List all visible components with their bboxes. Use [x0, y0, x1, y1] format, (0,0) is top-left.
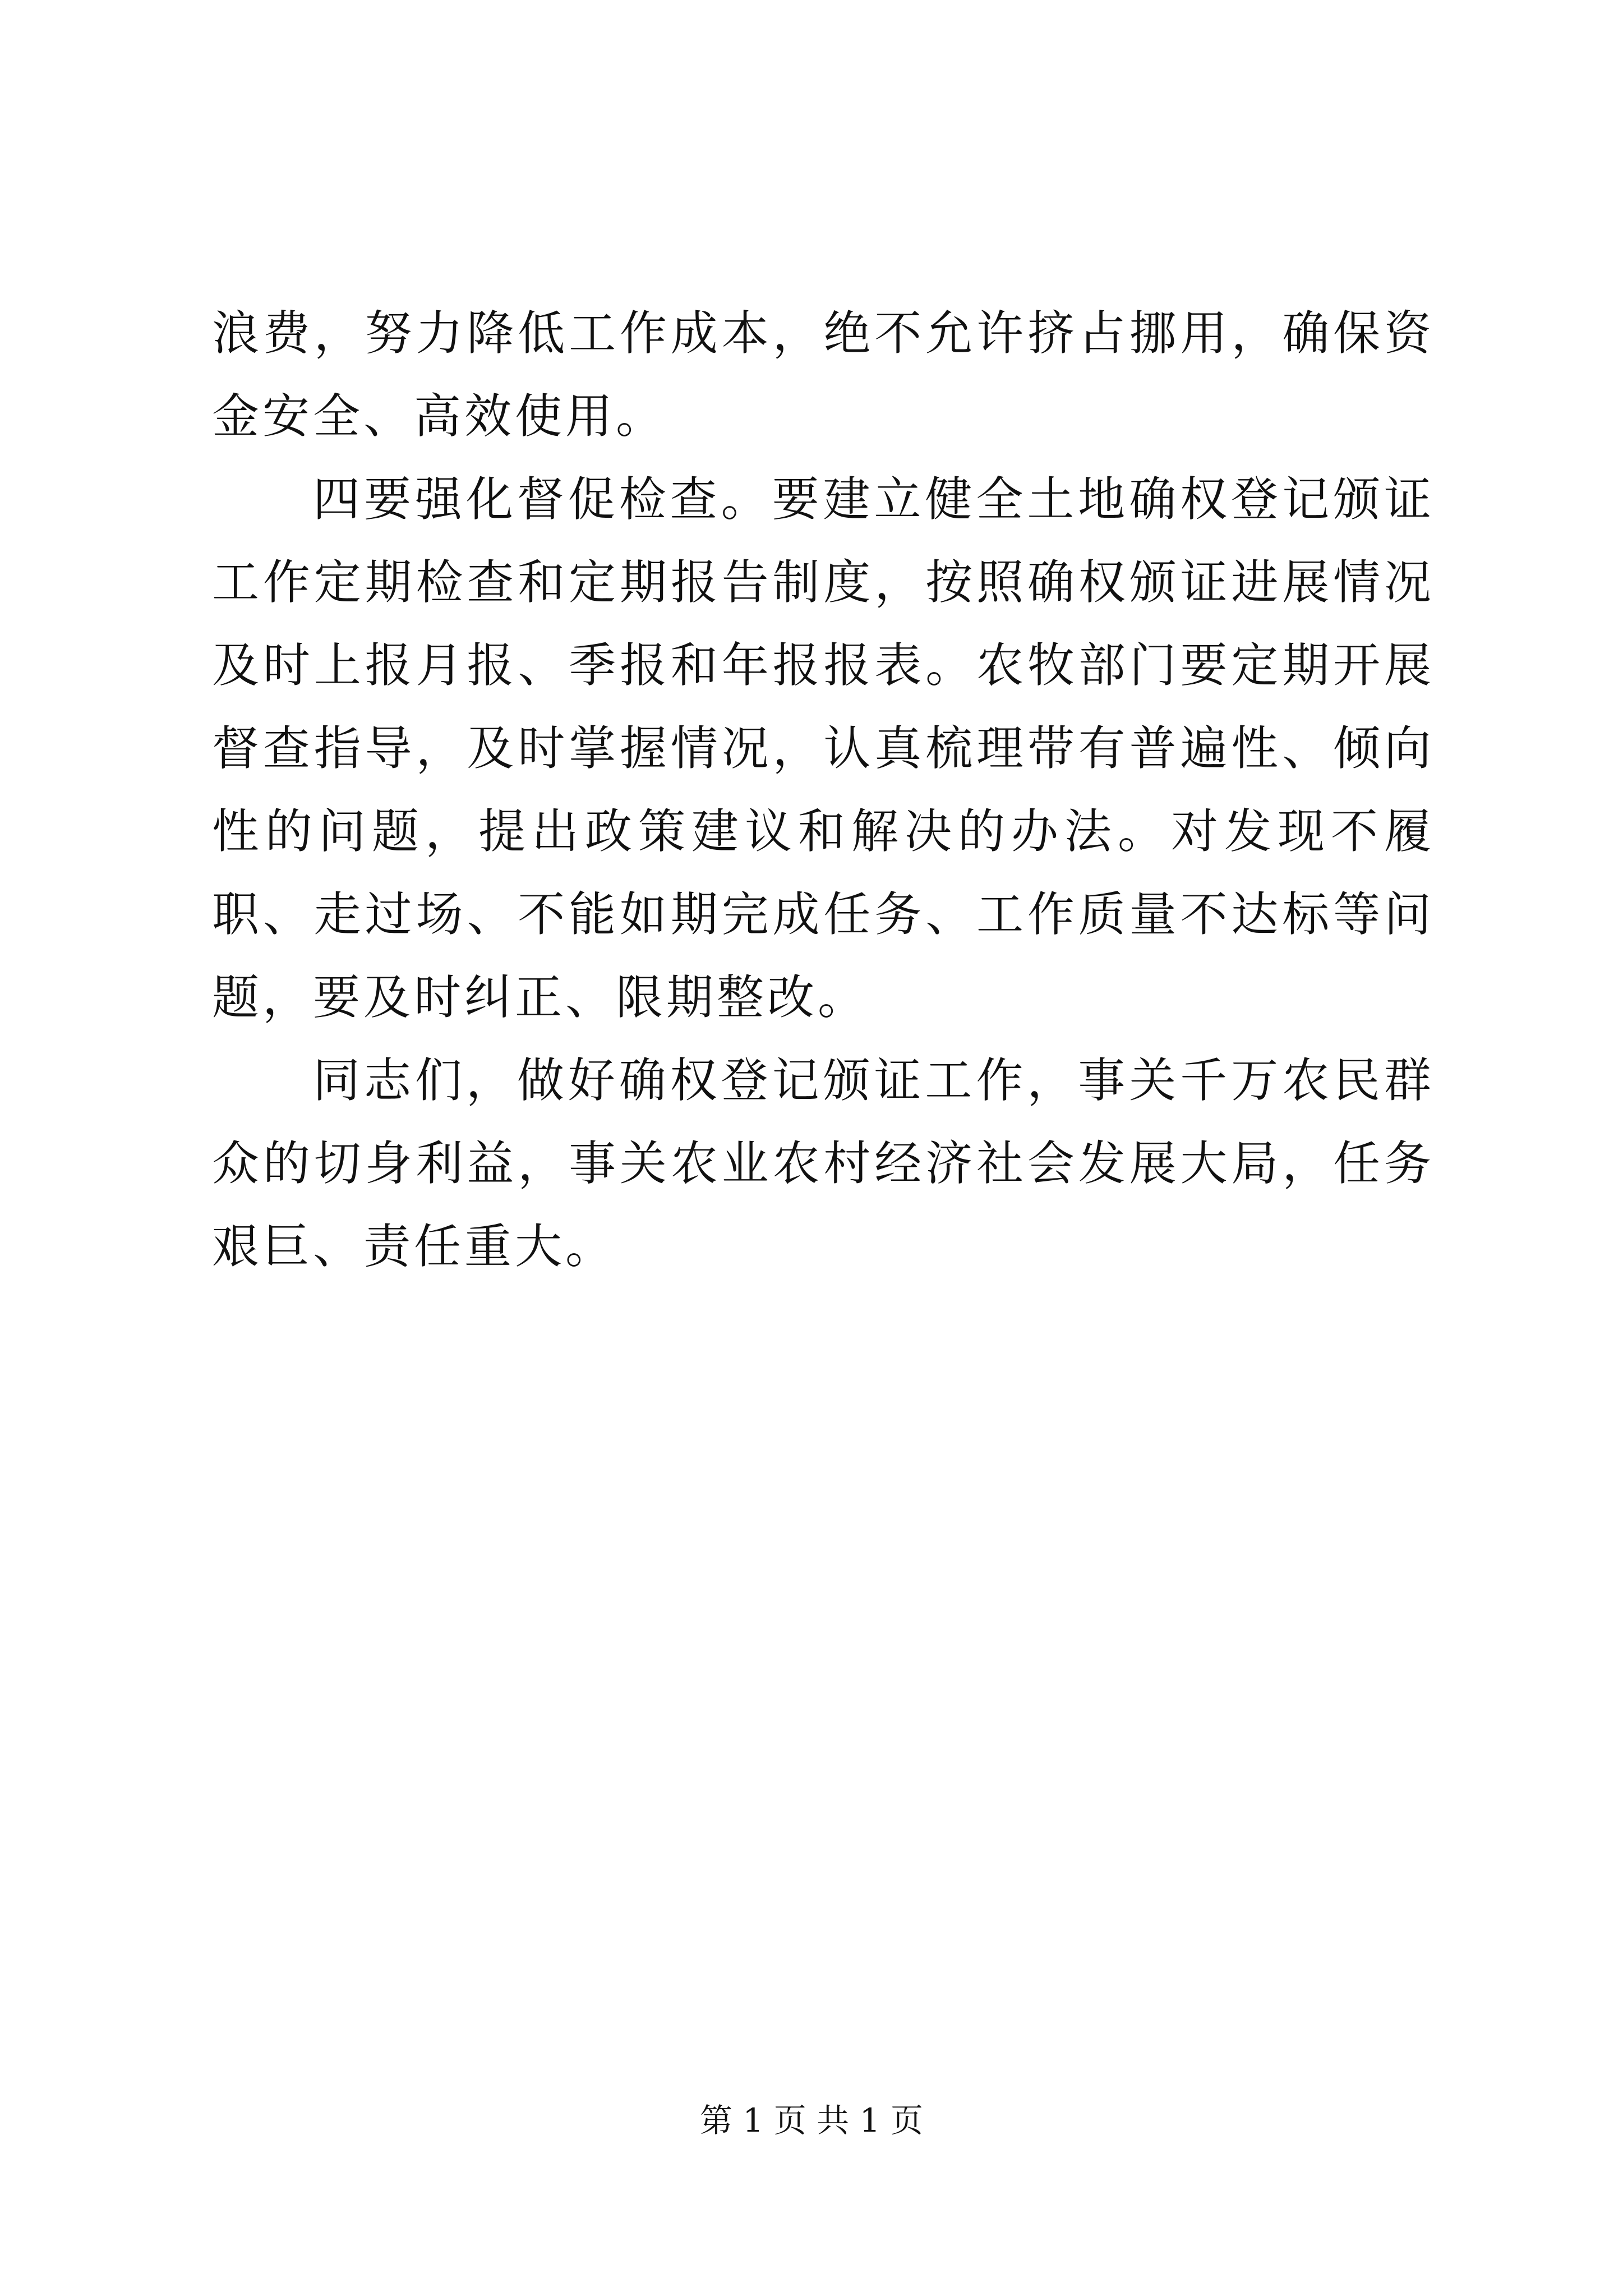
page-footer: 第 1 页 共 1 页 — [700, 2101, 923, 2139]
paragraph-continuation: 浪费，努力降低工作成本，绝不允许挤占挪用，确保资金安全、高效使用。 — [212, 306, 1435, 444]
paragraph-closing: 同志们，做好确权登记颁证工作，事关千万农民群众的切身利益，事关农业农村经济社会发展大局，任务艰巨、责任重大。 — [212, 1053, 1435, 1274]
paragraph-supervision: 四要强化督促检查。要建立健全土地确权登记颁证工作定期检查和定期报告制度，按照确权颁证进展情况及时上报月报、季报和年报报表。农牧部门要定期开展督查指导，及时掌握情况，认真梳理带有普遍性、倾向性的问题，提出政策建议和解决的办法。对发现不履职、走过场、不能如期完成任务、工作质量不达标等问题，要及时纠正、限期整改。 — [212, 472, 1435, 1025]
document-body — [212, 292, 1435, 1288]
